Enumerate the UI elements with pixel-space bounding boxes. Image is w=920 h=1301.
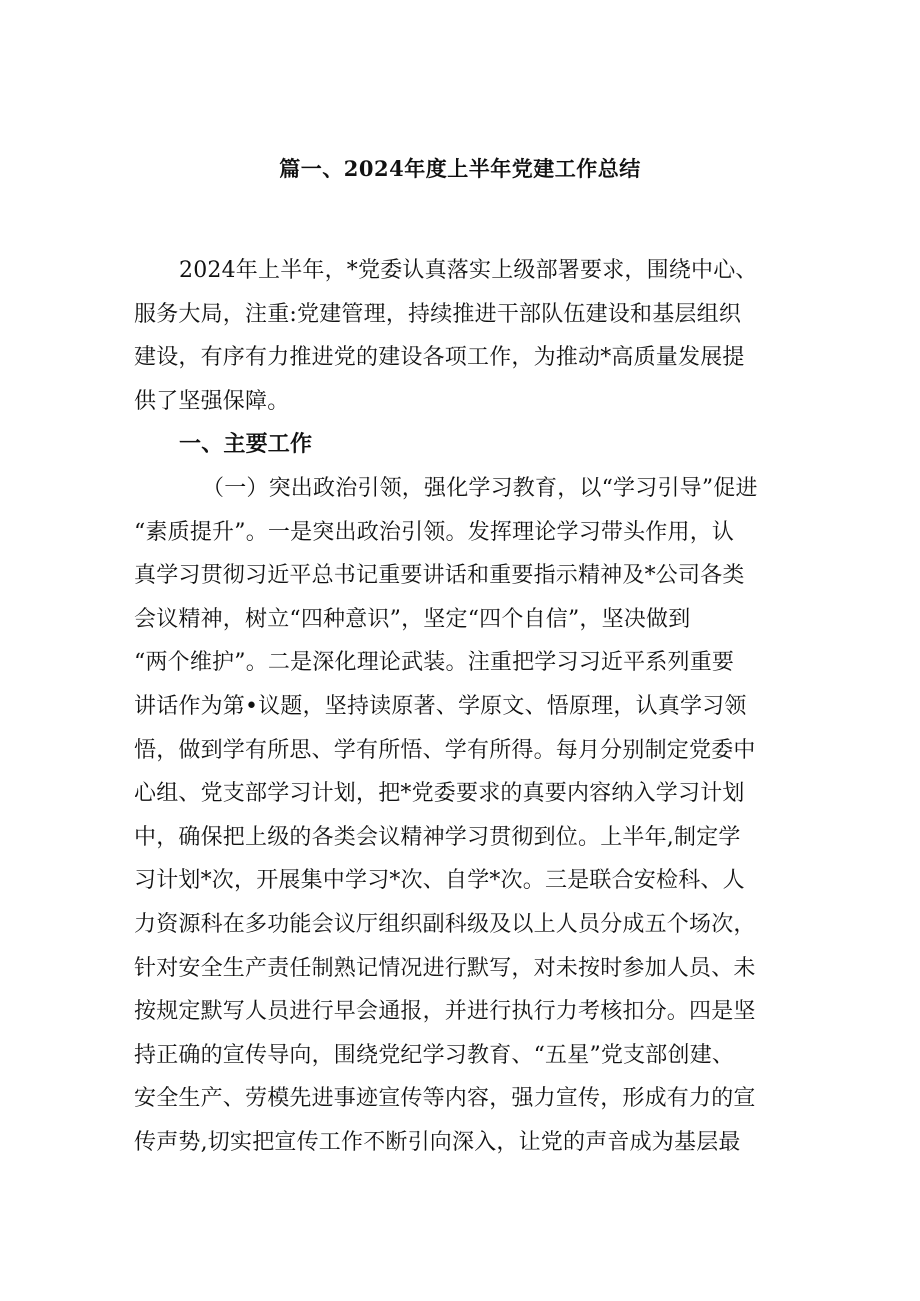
paragraph-line: 会议精神，树立“四种意识”，坚定“四个自信”，坚决做到 [134,606,691,632]
paragraph-line: 悟，做到学有所思、学有所悟、学有所得。每月分别制定党委中 [134,737,756,763]
paragraph-line: 中，确保把上级的各类会议精神学习贯彻到位。上半年,制定学 [134,824,741,850]
paragraph-line: 供了坚强保障。 [134,388,290,414]
paragraph-line: 力资源科在多功能会议厅组织副科级及以上人员分成五个场次， [134,911,756,937]
paragraph-line: （一）突出政治引领，强化学习教育，以“学习引导”促进 [202,475,758,501]
paragraph-line: 建设，有序有力推进党的建设各项工作，为推动*高质量发展提 [134,345,745,371]
paragraph-line: “两个维护”。二是深化理论武装。注重把学习习近平系列重要 [134,650,735,676]
paragraph-line: 讲话作为第•议题，坚持读原著、学原文、悟原理，认真学习领 [134,693,747,719]
section-heading: 一、主要工作 [179,431,313,458]
paragraph-line: 安全生产、劳模先进事迹宣传等内容，强力宣传，形成有力的宣 [134,1086,756,1112]
paragraph-line: 传声势,切实把宣传工作不断引向深入，让党的声音成为基层最 [134,1129,741,1155]
paragraph-line: 心组、党支部学习计划，把*党委要求的真要内容纳入学习计划 [134,781,745,807]
paragraph-line: 针对安全生产责任制熟记情况进行默写，对未按时参加人员、未 [134,955,756,981]
paragraph-line: 按规定默写人员进行早会通报，并进行执行力考核扣分。四是坚 [134,999,756,1025]
paragraph-line: 真学习贯彻习近平总书记重要讲话和重要指示精神及*公司各类 [134,563,745,589]
paragraph-line: 习计划*次，开展集中学习*次、自学*次。三是联合安检科、人 [134,868,745,894]
paragraph-line: “素质提升”。一是突出政治引领。发挥理论学习带头作用，认 [134,519,735,545]
paragraph-line: 服务大局，注重:党建管理，持续推进干部队伍建设和基层组织 [134,301,742,327]
document-body [134,249,784,1164]
paragraph-line: 2024年上半年，*党委认真落实上级部署要求，围绕中心、 [179,258,758,283]
document-title: 篇一、2024年度上半年党建工作总结 [279,156,641,181]
paragraph-line: 持正确的宣传导向，围绕党纪学习教育、“五星”党支部创建、 [134,1042,735,1068]
